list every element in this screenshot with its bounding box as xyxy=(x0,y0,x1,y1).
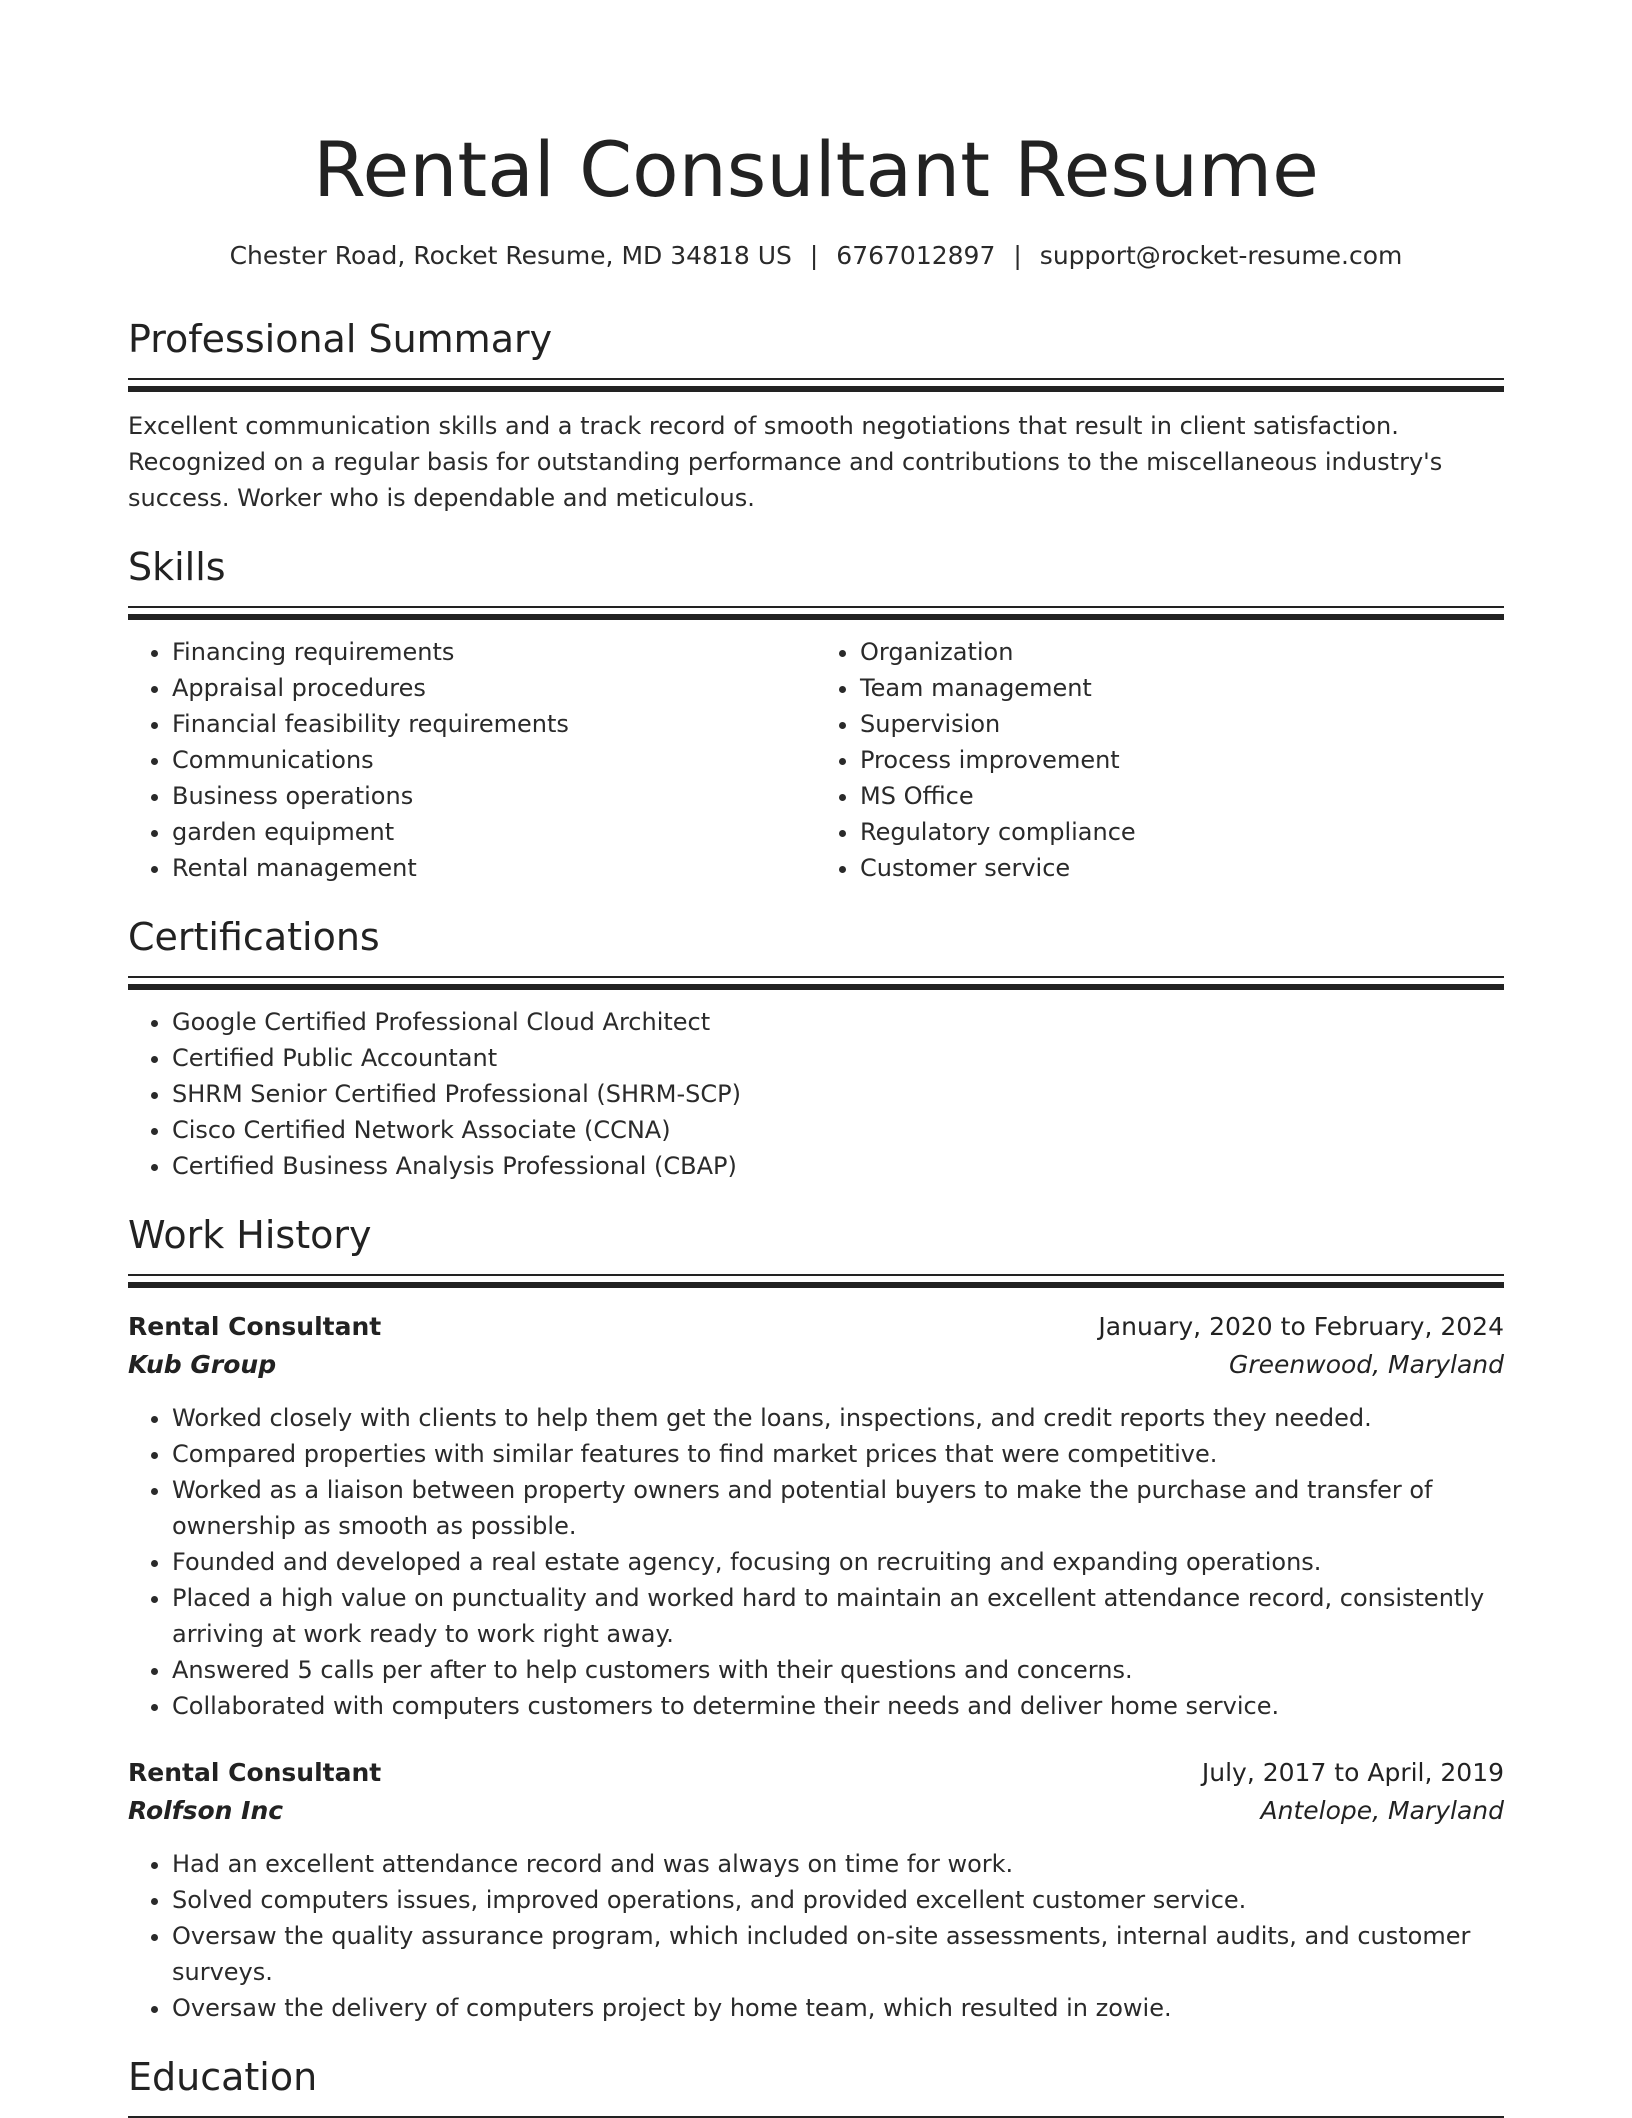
job-company: Rolfson Inc xyxy=(128,1796,284,1825)
job-entry xyxy=(128,1754,1504,2026)
summary-heading: Professional Summary xyxy=(128,317,553,361)
job-header-row xyxy=(128,1308,1504,1346)
skill-item: • Supervision xyxy=(860,706,1504,742)
contact-phone: 6767012897 xyxy=(836,241,996,270)
skill-item: • Process improvement xyxy=(860,742,1504,778)
skill-item: • Business operations xyxy=(172,778,816,814)
skill-item: • Regulatory compliance xyxy=(860,814,1504,850)
certification-item: • Google Certified Professional Cloud Architect xyxy=(172,1004,1504,1040)
job-bullet: • Placed a high value on punctuality and worked hard to maintain an excellent attendance record, consistently arriving at work ready to work right away. xyxy=(172,1580,1504,1652)
section-divider xyxy=(128,606,1504,620)
section-divider xyxy=(128,976,1504,990)
skills-columns xyxy=(128,634,1504,886)
job-bullet: • Compared properties with similar features to find market prices that were competitive. xyxy=(172,1436,1504,1472)
skills-list-right xyxy=(816,634,1504,886)
work-section xyxy=(128,1210,1504,2026)
education-section xyxy=(128,2052,1504,2118)
job-bullet: • Founded and developed a real estate agency, focusing on recruiting and expanding operations. xyxy=(172,1544,1504,1580)
certification-item: • Cisco Certified Network Associate (CCNA) xyxy=(172,1112,1504,1148)
skill-item: • MS Office xyxy=(860,778,1504,814)
job-bullet: • Solved computers issues, improved operations, and provided excellent customer service. xyxy=(172,1882,1504,1918)
education-heading: Education xyxy=(128,2055,318,2099)
certifications-heading: Certifications xyxy=(128,915,380,959)
job-header-row xyxy=(128,1754,1504,1792)
job-bullets xyxy=(128,1846,1504,2026)
work-heading: Work History xyxy=(128,1213,372,1257)
contact-email: support@rocket-resume.com xyxy=(1039,241,1403,270)
job-bullet: • Worked as a liaison between property owners and potential buyers to make the purchase and transfer of ownership as smooth as possible. xyxy=(172,1472,1504,1544)
certification-item: • Certified Business Analysis Professional (CBAP) xyxy=(172,1148,1504,1184)
job-entry xyxy=(128,1308,1504,1724)
job-dates: July, 2017 to April, 2019 xyxy=(1201,1758,1504,1787)
skills-heading: Skills xyxy=(128,545,226,589)
skills-section xyxy=(128,542,1504,886)
contact-line xyxy=(128,238,1504,274)
job-bullet: • Had an excellent attendance record and was always on time for work. xyxy=(172,1846,1504,1882)
job-bullet: • Oversaw the quality assurance program, which included on-site assessments, internal audits, and customer surveys. xyxy=(172,1918,1504,1990)
skill-item: • garden equipment xyxy=(172,814,816,850)
contact-address: Chester Road, Rocket Resume, MD 34818 US xyxy=(229,241,792,270)
contact-separator: | xyxy=(1013,241,1022,270)
job-location: Antelope, Maryland xyxy=(1260,1796,1504,1825)
section-divider xyxy=(128,378,1504,392)
job-dates: January, 2020 to February, 2024 xyxy=(1098,1312,1504,1341)
certification-item: • Certified Public Accountant xyxy=(172,1040,1504,1076)
job-bullet: • Collaborated with computers customers to determine their needs and deliver home service. xyxy=(172,1688,1504,1724)
job-location: Greenwood, Maryland xyxy=(1229,1350,1504,1379)
section-divider xyxy=(128,1274,1504,1288)
skills-list-left xyxy=(128,634,816,886)
certifications-list xyxy=(128,1004,1504,1184)
job-bullet: • Worked closely with clients to help them get the loans, inspections, and credit reports they needed. xyxy=(172,1400,1504,1436)
skill-item: • Financing requirements xyxy=(172,634,816,670)
skill-item: • Rental management xyxy=(172,850,816,886)
skill-item: • Team management xyxy=(860,670,1504,706)
certifications-section xyxy=(128,912,1504,1184)
job-bullet: • Answered 5 calls per after to help customers with their questions and concerns. xyxy=(172,1652,1504,1688)
skill-item: • Appraisal procedures xyxy=(172,670,816,706)
summary-section xyxy=(128,314,1504,516)
resume-title: Rental Consultant Resume xyxy=(313,125,1319,214)
skill-item: • Organization xyxy=(860,634,1504,670)
job-company: Kub Group xyxy=(128,1350,277,1379)
job-company-row xyxy=(128,1792,1504,1830)
summary-text: Excellent communication skills and a track record of smooth negotiations that result in client satisfaction. Recognized on a regular basis for outstanding performance and contributions to the miscellaneous industry's success. Worker who is dependable and meticulous. xyxy=(128,412,1443,512)
skill-item: • Customer service xyxy=(860,850,1504,886)
skill-item: • Communications xyxy=(172,742,816,778)
job-bullets xyxy=(128,1400,1504,1724)
job-title: Rental Consultant xyxy=(128,1758,382,1787)
contact-separator: | xyxy=(809,241,819,270)
skill-item: • Financial feasibility requirements xyxy=(172,706,816,742)
certification-item: • SHRM Senior Certified Professional (SHRM-SCP) xyxy=(172,1076,1504,1112)
job-title: Rental Consultant xyxy=(128,1312,382,1341)
resume-page xyxy=(128,0,1504,2118)
job-company-row xyxy=(128,1346,1504,1384)
job-bullet: • Oversaw the delivery of computers project by home team, which resulted in zowie. xyxy=(172,1990,1504,2026)
